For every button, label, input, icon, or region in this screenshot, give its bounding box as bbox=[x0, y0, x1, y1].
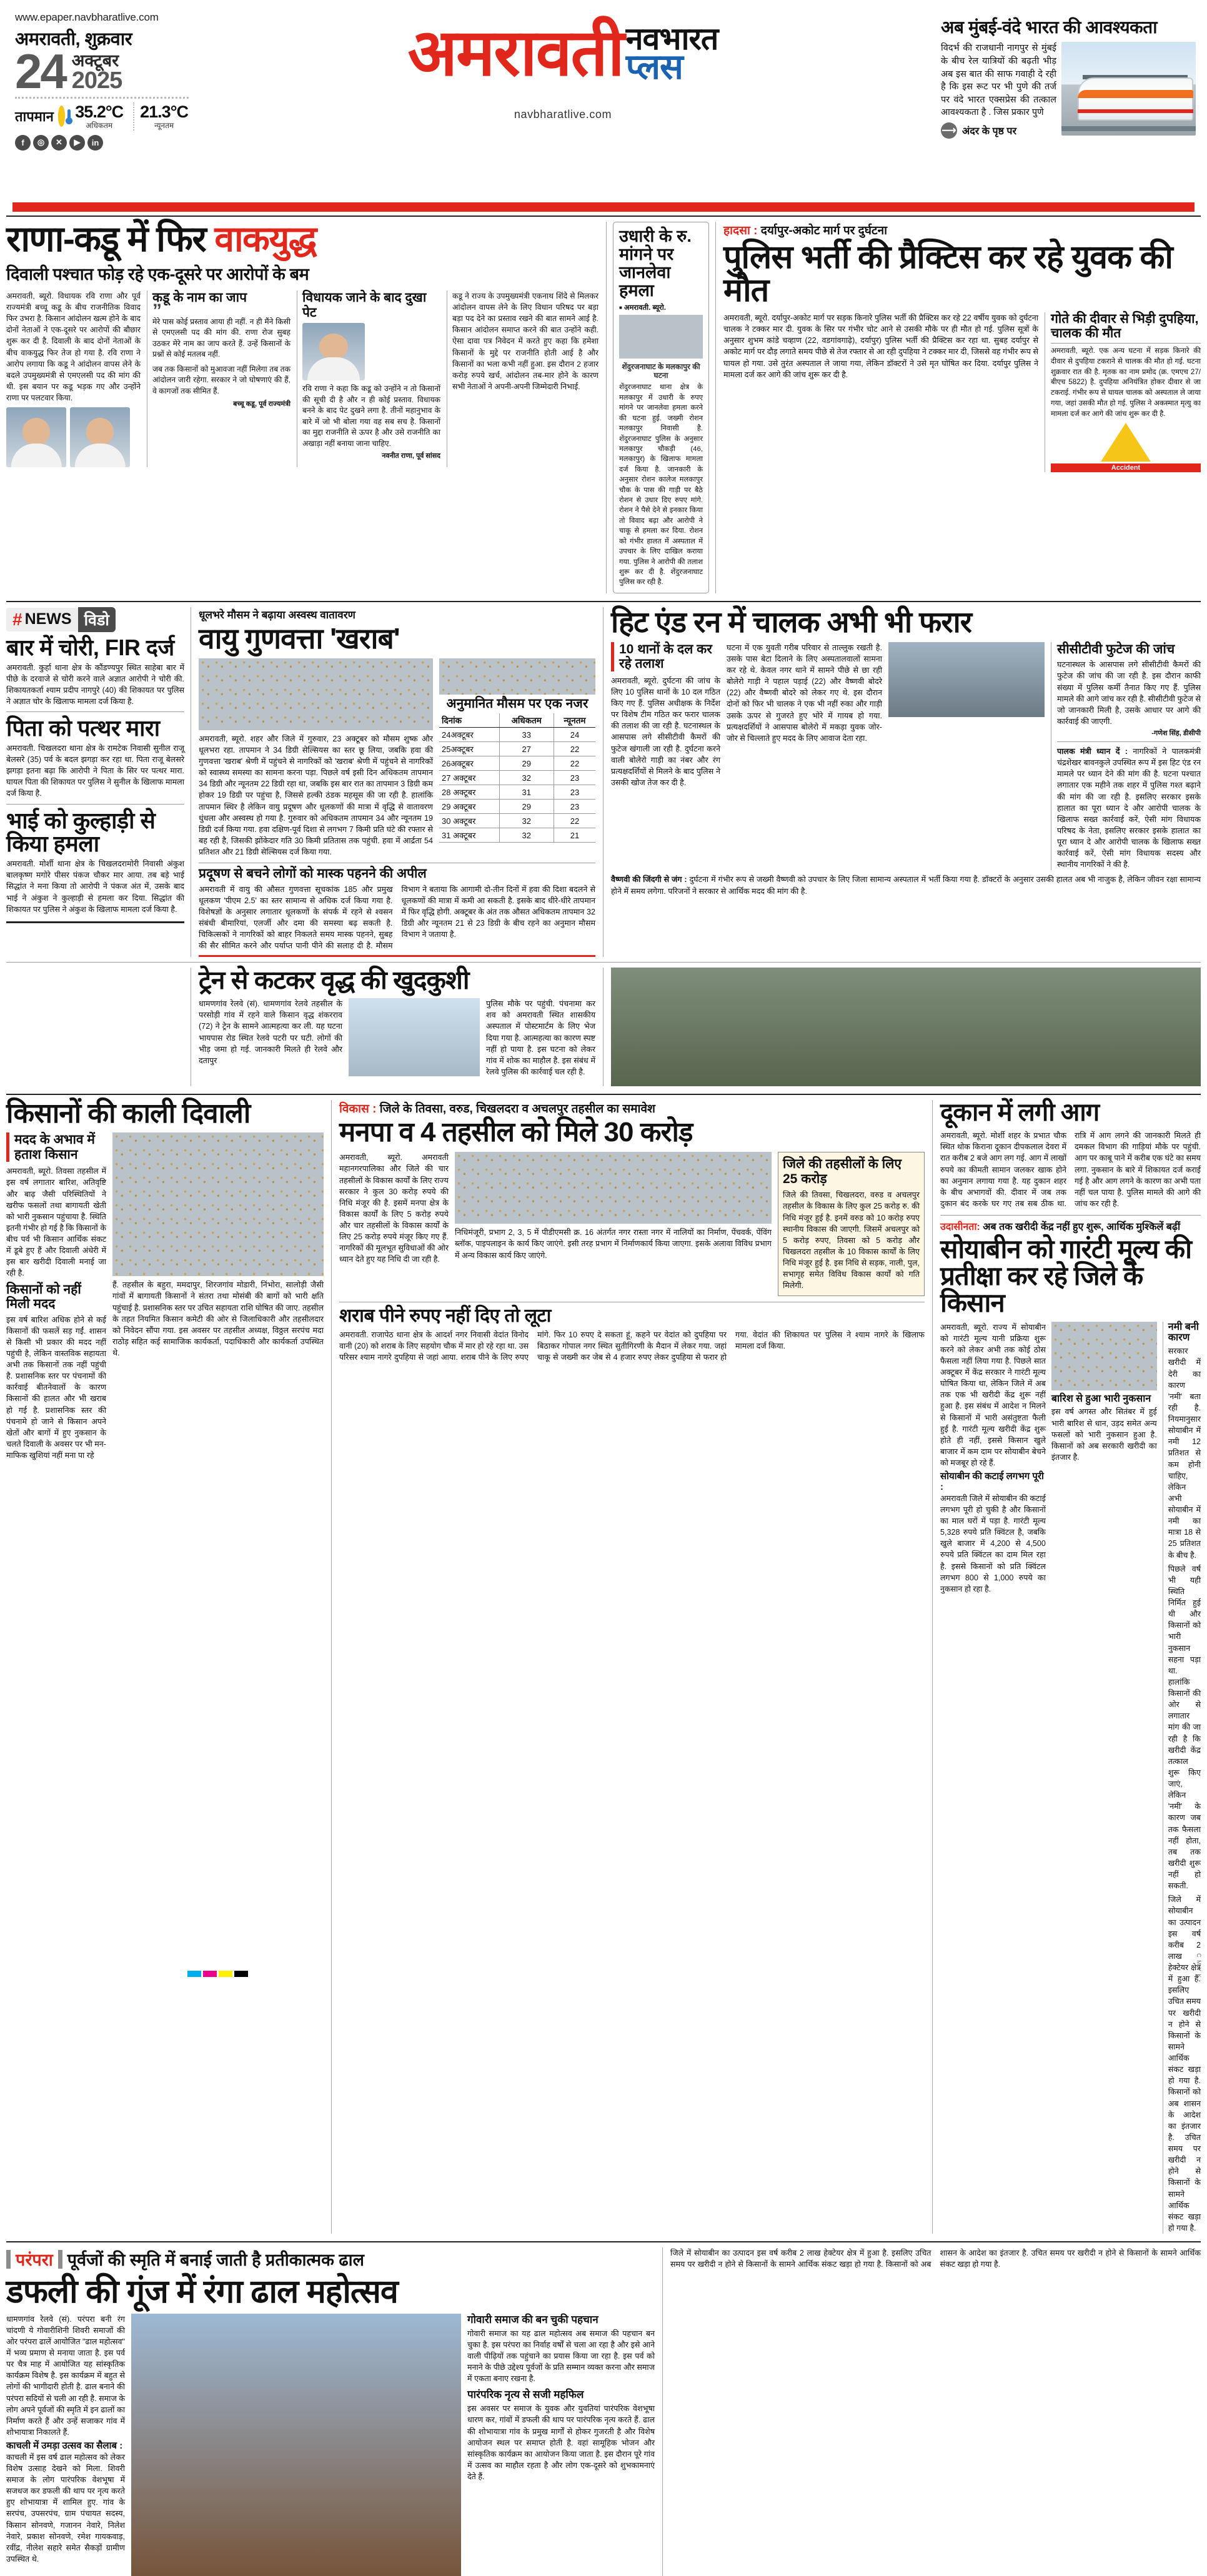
promo-title: अब मुंबई-वंदे भारत की आवश्यकता bbox=[941, 17, 1158, 37]
social-links bbox=[15, 135, 194, 151]
cell-min: 22 bbox=[554, 814, 595, 828]
tradition-h4: पारंपरिक नृत्य से सजी महफिल bbox=[467, 2389, 584, 2401]
manpa-box-title: जिले की तहसीलों के लिए 25 करोड़ bbox=[783, 1157, 902, 1186]
cell-max: 32 bbox=[499, 771, 554, 785]
brief-1-headline: बार में चोरी, FIR दर्ज bbox=[6, 634, 174, 660]
air-quality-story bbox=[191, 607, 603, 958]
table-row bbox=[439, 800, 595, 814]
police-accident-kicker bbox=[723, 222, 1201, 238]
cell-min: 21 bbox=[554, 828, 595, 843]
hit-and-run-note-text: 10 थानों के दल कर रहे तलाश bbox=[619, 642, 712, 671]
linkedin-icon[interactable]: in bbox=[87, 135, 103, 151]
shop-fire-block bbox=[603, 968, 1201, 1086]
hash-icon: # bbox=[12, 609, 22, 629]
portrait-navneet-rana bbox=[302, 323, 365, 380]
masthead bbox=[6, 0, 1201, 200]
news-badge-text: NEWS bbox=[24, 610, 72, 628]
loan-attack-photo-caption: शेंदुरजनाघाट के मलकापुर की घटना bbox=[622, 362, 700, 380]
loan-attack-photo bbox=[619, 315, 703, 359]
reader-attention-head: पालक मंत्री ध्यान दें : bbox=[1057, 747, 1128, 756]
lead-columns bbox=[6, 290, 599, 467]
cell-date: 24अक्टूबर bbox=[439, 728, 499, 742]
cell-date: 27 अक्टूबर bbox=[439, 771, 499, 785]
wall-crash-headline: गोते की दीवार से भिड़ी दुपहिया, चालक की मौत bbox=[1051, 312, 1199, 340]
accident-sign-label: Accident bbox=[1051, 463, 1201, 472]
tradition-body4: इस अवसर पर समाज के युवक और युवतियां पारंपरिक वेशभूषा धारण कर, गांवों में डफली की थाप पर पारंपरिक नृत्य करते हैं. ढाल की शोभायात्रा गांव के प्रमुख मार्गों से होकर गुजरती है और विशेष आयोजन स्थल पर समाप्त होती है. वहां सामूहिक भोजन और सांस्कृतिक कार्यक्रम का आयोजन किया जाता है. इस दौरान पूरे गांव में उत्सव का माहौल रहता है और लोग एक-दूसरे को शुभकामनाएं देते हैं. bbox=[467, 2404, 655, 2482]
manpa-kicker bbox=[339, 1100, 925, 1116]
tradition-body3: गोवारी समाज का यह ढाल महोत्सव अब समाज की पहचान बन चुका है. इस परंपरा का निर्वाह वर्षों से चला आ रहा है और इसे आने वाली पीढ़ियों तक पहुंचाने का प्रयास किया जा रहा है. इस पर्व को मनाने के पीछे उद्देश्य पूर्वजों के प्रति सम्मान व्यक्त करना और समाज में एकता बनाए रखना है. bbox=[467, 2329, 655, 2384]
shop-fire-body: अमरावती, ब्यूरो. मोर्शी शहर के प्रभात चौक स्थित थोक किराना दूकान दीपकलाल देवरा में रात करीब 2 बजे आग लग गई. आग में लाखों रुपये का कीमती सामान जलकर खाक होने का अनुमान लगाया गया है. यह दुकान शहर के बीच अभागवों की. दीवार में जब तक दुकान बंद करके घर गए तब सब ठीक था. रात्रि में आग लगने की जानकारी मिलते ही दमकल विभाग की गाड़ियां मौके पर पहुंची. आग पर काबू पाने में करीब एक घंटे का समय लगा. नुकसान के बारे में शिकायत दर्ज कराई गई है और आग लगने के कारण का अभी पता नहीं चल पाया है. पुलिस मामले की आगे की जांच कर रही है. bbox=[940, 1131, 1201, 1208]
portrait-kadu bbox=[70, 407, 130, 467]
news-video-badge[interactable] bbox=[6, 607, 116, 632]
promo-continue-label: अंदर के पृष्ठ पर bbox=[962, 126, 1017, 137]
brief-2-body: अमरावती. चिखलदरा थाना क्षेत्र के रामटेक निवासी सुनील राजू बेलसरे (35) पर्व के बदल झगड़ा कर रहा था. पिता राजू बेलसरे झगड़ा इतना बढ़ा कि आरोपी ने पिता के सिर पर पत्थर मारा. घायल पिता की शिकायत पर पुलिस ने सुनील के खिलाफ मामला दर्ज किया है. bbox=[6, 743, 184, 798]
soybean-body4a: सरकार खरीदी में देरी का कारण 'नमी' बता रही है. नियमानुसार सोयाबीन में नमी 12 प्रतिशत से कम होनी चाहिए, लेकिन अभी सोयाबीन में नमी का मात्रा 18 से 25 प्रतिशत के बीच है. bbox=[1168, 1347, 1201, 1560]
hit-and-run-body1: घटना में एक युवती गरीब परिवार से ताल्लुक रखती है. उसके पास बेटा दिलाने के लिए अस्पतालवालों सामना कर रहे थे. केवल नगर थाने में सामने पीछे से छा रही बोलेरो गाड़ी ने पहाल पड़ाई (22) और वैष्णवी बोदरे (22) और वैष्णवी बोदरे को लेकर गए थे. इस दौरान दोनों को फिर भी चालक ने एक भी नहीं रुका और गाड़ी उसके ऊपर से गुजरते हुए भोरे में गायब हो गया. प्रत्यक्षदर्शियों ने आसपास बोलेरो में मकड़ा युवक जोर-जोर से चिल्लाते हुए मदद के लिए आवाज देता रहा. bbox=[727, 643, 882, 743]
accident-scene-photo bbox=[888, 642, 1045, 717]
train-photo bbox=[349, 998, 480, 1076]
soybean-body4b: पिछले वर्ष भी यही स्थिति निर्मित हुई थी और किसानों को भारी नुकसान सहना पड़ा था. हालांकि किसानों की ओर से लगातार मांग की जा रही है कि खरीदी केंद्र तत्काल शुरू किए जाएं, लेकिन 'नमी' के कारण जब तक फैसला नहीं होता, तब तक खरीदी शुरू नहीं हो सकती. bbox=[1168, 1564, 1201, 1891]
farmers-sub-red-text: मदद के अभाव में हताश किसान bbox=[14, 1132, 95, 1162]
date-month: अक्टूबर bbox=[71, 51, 119, 70]
police-accident-headline: पुलिस भर्ती की प्रैक्टिस कर रहे युवक की मौत bbox=[723, 239, 1173, 309]
temp-min-caption: न्यूनतम bbox=[154, 121, 174, 130]
table-row bbox=[439, 728, 595, 742]
weather-col-min: न्यूनतम bbox=[554, 713, 595, 728]
hit-and-run-body2: अमरावती, ब्यूरो. दुर्घटना की जांच के लिए 10 पुलिस थानों के 10 दल गठित किए गए हैं. पुलिस अधीक्षक के निर्देश पर विशेष टीम गठित कर फरार चालक की तलाश की जा रही है. घटनास्थल के आसपास लगे सीसीटीवी कैमरों की फुटेज खंगाली जा रही है. दुर्घटना करने वाली बोलेरो गाड़ी का नंबर और रंग प्रत्यक्षदर्शियों से मिलने के बाद पुलिस ने उसकी खोज तेज कर दी है. bbox=[611, 676, 720, 787]
tradition-kicker-text: पूर्वजों की स्मृति में बनाई जाती है प्रतीकात्मक ढाल bbox=[67, 2251, 364, 2270]
liquor-robbery-body: अमरावती. राजापेठ थाना क्षेत्र के आदर्श नगर निवासी वेदांत विनोद वानी (20) को शराब के लिए सहयोग चौक में मार हो रहे रहा था. उस परिसर श्याम नागरे दुपहिया से जहां आया. शराब पीने के लिए रुपए मांगे. फिर 10 रुपए दे सकता हूं, कहने पर वेदांत को दुपहिया पर बिठाकर गोपाल नगर स्थित सुतीगिरणी के मैदान में लेकर गया. जहां चाकू से जख्मी कर जेब से 4 हजार रुपए लेकर दुपहिया से फरार हो गया. वेदांत की शिकायत पर पुलिस ने श्याम नागरे के खिलाफ मामला दर्ज किया. bbox=[339, 1330, 925, 1362]
lead-headline bbox=[6, 219, 599, 259]
cell-max: 33 bbox=[499, 728, 554, 742]
temp-max-caption: अधिकतम bbox=[86, 121, 113, 130]
cell-max: 29 bbox=[499, 800, 554, 814]
masthead-left bbox=[6, 11, 194, 151]
shop-fire-headline: दूकान में लगी आग bbox=[940, 1099, 1100, 1127]
news-badge-label bbox=[6, 608, 78, 632]
train-suicide-body: धामणगांव रेलवे (सं). धामणगांव रेलवे तहसील के परसोड़ी गांव में रहने वाले किसान वृद्ध शंकरराव (72) ने ट्रेन के सामने आत्महत्या कर ली. यह घटना भायपास रोड स्थित रेलवे पटरी पर घटी. लोगों की भीड़ जमा हो गई. जानकारी मिलते ही रेलवे और दतापुर bbox=[199, 999, 342, 1065]
temperature-block bbox=[15, 102, 194, 131]
soybean-body1: अमरावती, ब्यूरो. राज्य में सोयाबीन को गारंटी मूल्य यानी प्रक्रिया शुरू करने को लेकर अभी तक कोई ठोस फैसला नहीं लिया गया है. पिछले सात अक्टूबर में केंद्र सरकार ने गारंटी मूल्य घोषित किया था, लेकिन जिले में अब तक एक भी खरीदी केंद्र शुरू नहीं हुआ है. इस संबंध में आदेश न मिलने से किसानों में भारी असंतुष्टता फैली हुई है. गारंटी मूल्य खरीदी केंद्र शुरू होते ही नहीं, इससे किसान खुले बाजार में कम दाम पर सोयाबीन बेचने को मजबूर हो रहे हैं. bbox=[940, 1322, 1046, 1468]
website-url[interactable]: navbharatlive.com bbox=[514, 107, 612, 121]
market-photo bbox=[611, 968, 1201, 1086]
cell-min: 23 bbox=[554, 785, 595, 800]
color-registration-bar bbox=[187, 1971, 248, 1977]
air-quality-headline: वायु गुणवत्ता 'खराब' bbox=[199, 622, 400, 655]
cell-max: 29 bbox=[499, 756, 554, 771]
promo-box[interactable] bbox=[932, 11, 1201, 139]
train-suicide-body2: पुलिस मौके पर पहुंची. पंचनामा कर शव को अमरावती स्थित शासकीय अस्पताल में पोस्टमार्टम के लिए भेज दिया गया है. आत्महत्या का कारण स्पष्ट नहीं हो पाया है. इस घटना को लेकर गांव में शोक का माहौल है. इस संबंध में रेलवे पुलिस की कार्रवाई चल रही है. bbox=[486, 999, 595, 1076]
lead-col2-head: कडू के नाम का जाप bbox=[152, 290, 247, 305]
loan-attack-body: शेंदुरजनाघाट थाना क्षेत्र के मलकापुर में उधारी के रुपए मांगने पर जानलेवा हमला करने की घटना हुई. जख्मी रोशन मलकापुर निवासी है. शेंदुरजनाघाट पुलिस के अनुसार मलकापुर चौकड़ी (46, मलकापुर) के खिलाफ मामला दर्ज किया है. जानकारी के अनुसार रोशन कालेज मलकापुर चौक के पास की गाड़ी पर बैठे रोशन से उधार दिए रुपए मांगे. रोशन ने पैसे देने से इनकार किया तो विवाद बढ़ा और आरोपी ने चाकू से हमला कर दिया. रोशन को गंभीर हालत में अस्पताल में उपचार के लिए दाखिल कराया गया. पुलिस ने आरोपी की तलाश शुरू कर दी है. शेंदुरजनाघाट पुलिस कर रही है. bbox=[619, 384, 703, 587]
air-quality-body: अमरावती, ब्यूरो. शहर और जिले में गुरुवार, 23 अक्टूबर को मौसम शुष्क और धूलभरा रहा. तापमान ने 34 डिग्री सेल्सियस का स्तर छू लिया, जबकि हवा की गुणवत्ता 'खराब' श्रेणी में पहुंचने से नागरिकों को 'खराब' श्रेणी में पहुंचने से नागरिकों को स्वास्थ्य समस्या का सामना करना पड़ा. पिछले वर्ष इसी दिन अधिकतम तापमान 34 डिग्री और न्यूनतम 22 डिग्री रहा था, जबकि इस बार रात का तापमान 3 डिग्री कम होकर 19 डिग्री पर पहुंचा है, जिससे हल्की ठंडक महसूस की जा रही है. हालांकि तापमान स्थिर है लेकिन वायु प्रदूषण और धूलकणों की मात्रा में वृद्धि से वातावरण धुंधला और अस्वस्थ हो गया है. गुरुवार को अधिकतम तापमान 34 और न्यूनतम 19 डिग्री दर्ज किया गया. हवा दक्षिण-पूर्व दिशा से लगभग 7 किमी प्रति घंटे की रफ्तार से बह रही है, जिसकी झोंकेदार गति 30 किमी प्रतितास तक पहुंची. हवा में आर्द्रता 54 प्रतिशत और 21 डिग्री सेल्सियस दर्ज किया गया. bbox=[199, 734, 433, 856]
table-row bbox=[439, 742, 595, 756]
tradition-kicker bbox=[6, 2247, 364, 2271]
band-three bbox=[6, 1094, 1201, 2234]
temperature-label: तापमान bbox=[15, 109, 54, 125]
soybean-body2: अमरावती जिले में सोयाबीन की कटाई लगभग पूरी हो चुकी है और किसानों का माल घरों में पड़ा है. गारंटी मूल्य 5,328 रुपये प्रति क्विंटल है, जबकि खुले बाजार में 4,200 से 4,500 रुपये प्रति क्विंटल का दाम मिल रहा है. इससे किसानों को प्रति क्विंटल लगभग 800 से 1,000 रुपये का नुकसान हो रहा है. bbox=[940, 1494, 1046, 1593]
loan-attack-dateline: ■ अमरावती. bbox=[619, 304, 650, 312]
band-four bbox=[6, 2241, 1201, 2576]
soybean-kicker bbox=[940, 1219, 1201, 1233]
soybean-kicker-text: अब तक खरीदी केंद्र नहीं हुए शुरू, आर्थिक मुश्किलें बढ़ीं bbox=[983, 1222, 1181, 1233]
hit-and-run-note bbox=[611, 642, 720, 671]
lead-col3-text: रवि राणा ने कहा कि कडू को उन्होंने न तो किसानों की सूची दी है और न ही कोई प्रस्ताव. विधायक बनने के बाद पेट दुखने लगा है. तीनों महानुभाव के बारे में जो भी बोला गया वह सब सच है. किसानों का मुद्दा राजनीति से ऊपर है और उसे राजनीति का अखाड़ा नहीं बनाया जाना चाहिए. bbox=[302, 384, 440, 448]
shop-fire-story bbox=[932, 1100, 1201, 2234]
reader-attention-text: नागरिकों ने पालकमंत्री चंद्रशेखर बावनकुले उपस्थित रूप में इस हिट एंड रन मामले पर ध्यान देने की मांग की है. घटना पश्चात लगातार एक महीने तक शहर में पुलिस गश्त बढ़ाने की मांग की जा रही है. इसलिए सरकार इसके हालात का पूरा ध्यान दे और आरोपी चालक के खिलाफ सख्त कार्रवाई करें, ऐसी मांग विधायक परिषद के नेता, इसलिए सरकार इसके हालात का पूरा ध्यान दे और आरोपी चालक के खिलाफ सख्त कार्रवाई करें, ऐसी मांग विधायक सदस्य और स्थानीय नागरिकों ने की है. bbox=[1057, 747, 1201, 869]
police-accident-story bbox=[715, 222, 1201, 593]
manpa-kicker-red: विकास : bbox=[339, 1102, 377, 1116]
tradition-body1: धामणगांव रेलवे (सं). परंपरा बनी रंग चांदणी ये गोवारीशिनी शिवरी समाजों की ओर परंपरा ढालें आयोजित "ढाल महोत्सव" में भव्य प्रमाण से मनाया जाता है. इस पर्व पर चैत्र माह में आयोजित यह सांस्कृतिक कार्यक्रम विशेष है. इस कार्यक्रम में बहुत से लोगों की भागीदारी होती है. ढाल बनाने की परंपरा सदियों से चली आ रही है. समाज के लोग अपने पूर्वजों की स्मृति में इन ढालों का निर्माण करते हैं और उन्हें सजाकर गांव में शोभायात्रा निकालते हैं. bbox=[6, 2314, 125, 2437]
hit-and-run-headline: हिट एंड रन में चालक अभी भी फरार bbox=[611, 605, 971, 638]
cell-max: 31 bbox=[499, 785, 554, 800]
cell-date: 28 अक्टूबर bbox=[439, 785, 499, 800]
cell-min: 23 bbox=[554, 771, 595, 785]
date-day: 24 bbox=[15, 44, 66, 99]
tradition-headline: डफली की गूंज में रंगा ढाल महोत्सव bbox=[6, 2273, 398, 2310]
band-four-right bbox=[662, 2247, 1201, 2576]
manpa-kicker-text: जिले के तिवसा, वरुड, चिखलदरा व अचलपुर तहसील का समावेश bbox=[379, 1102, 655, 1116]
air-quality-kicker: धूलभरे मौसम ने बढ़ाया अस्वस्थ वातावरण bbox=[199, 608, 355, 621]
farmers-sub-red bbox=[6, 1132, 106, 1162]
news-video-column bbox=[6, 607, 191, 958]
farmers-body1: अमरावती, ब्यूरो. तिवसा तहसील में इस वर्ष लगातार बारिश, अतिवृष्टि और बाढ़ जैसी परिस्थितियों ने खरीफ फसलों तथा बागायती खेती को भारी नुकसान पहुंचाया है. स्थिति इतनी गंभीर हो गई है कि किसानों के बीच पर्व भी किसान आर्थिक संकट में डूबे हुए हैं और दिवाली अंधेरी में इस बार खरीदी दिवाली मनाई जा रही है. bbox=[6, 1167, 106, 1278]
promo-body: विदर्भ की राजधानी नागपुर से मुंबई के बीच रेल यात्रियों की बढ़ती भीड़ अब इस बात की साफ गवाही दे रही है कि इस रूट पर भी पुणे की तर्ज पर वंदे भारत एक्सप्रेस की तत्काल आवश्यकता है . जिस प्रकार पुणे bbox=[941, 43, 1056, 118]
temp-min bbox=[133, 102, 194, 131]
logo-amravati: अमरावती bbox=[407, 17, 623, 89]
reader-attention-body bbox=[1057, 746, 1201, 870]
brief-1-body: अमरावती. कुर्हा थाना क्षेत्र के कौंडण्यपुर स्थित साहेबा बार में पीछे के दरवाजे से चोरी करने वाले अज्ञात आरोपी ने चोरी की. शिकायतकर्ता श्याम प्रदीप नागपुरे (40) की शिकायत पर पुलिस ने अज्ञात चोर के खिलाफ मामला दर्ज किया है. bbox=[6, 663, 184, 706]
cell-max: 32 bbox=[499, 814, 554, 828]
farmers-diwali-headline: किसानों की काली दिवाली bbox=[6, 1098, 251, 1129]
lead-col2-quote1: मेरे पास कोई प्रस्ताव आया ही नहीं. न ही मैंने किसी से एमएलसी पद की मांग की. राणा रोज सुबह उठकर मेरे नाम का जाप करते हैं. उन्हें किसानों के प्रश्नों से कोई मतलब नहीं. bbox=[152, 317, 291, 359]
table-row bbox=[439, 828, 595, 843]
soybean-hands-photo bbox=[1051, 1322, 1157, 1390]
dust-storm-photo bbox=[199, 658, 433, 730]
police-accident-body: अमरावती, ब्यूरो. दर्यापुर-अकोट मार्ग पर सड़क किनारे पुलिस भर्ती की प्रैक्टिस कर रहे 22 वर्षीय युवक को दुर्घटना चालक ने टक्कर मार दी. युवक के सिर पर गंभीर चोट आने से उसकी मौके पर ही मौत हो गई. पुलिस सूत्रों के अनुसार शुभम कांडे चव्हाण (22, वडगांवगाढ़े), दर्यापुर) पुलिस भर्ती की प्रैक्टिस कर रहा था. सुबह दर्यापुर से अकोट मार्ग पर दौड़ लगाते समय पीछे से तेज रफ्तार से आ रही दुपहिया ने टक्कर मार दी, जिससे वह गंभीर रूप से घायल हो गया. उसे तुरंत अस्पताल ले जाया गया, लेकिन डॉक्टरों ने उसे मृत घोषित कर दिया. दर्यापुर पुलिस ने मामला दर्ज कर आगे की जांच शुरू कर दी है. bbox=[723, 314, 1038, 379]
soybean-continued: जिले में सोयाबीन का उत्पादन इस वर्ष करीब 2 लाख हेक्टेयर क्षेत्र में हुआ है. इसलिए उचित समय पर खरीदी न होने से किसानों के सामने आर्थिक संकट खड़ा हो गया है. किसानों को अब शासन के आदेश का इंतजार है. उचित समय पर खरीदी न होने से किसानों के सामने आर्थिक संकट खड़ा हो गया है. bbox=[670, 2249, 1201, 2269]
table-row bbox=[439, 785, 595, 800]
wall-crash-body: अमरावती, ब्यूरो. एक अन्य घटना में सड़क किनारे की दीवार से दुपहिया टकराने से चालक की मौत हो गई. घटना शुक्रवार रात की है. मृतक का नाम प्रमोद (क्र. एमएच 27/बीएच 5822) है. दुपहिया अनियंत्रित होकर दीवार से जा टकराई. गंभीर रूप से घायल चालक को अस्पताल ले जाया गया, जहां उसकी मौत हो गई. पुलिस ने अकस्मात मृत्यु का मामला दर्ज कर आगे की जांच शुरू कर दी है. bbox=[1051, 347, 1201, 418]
loan-attack-headline: उधारी के रु. मांगने पर जानलेवा हमला bbox=[619, 227, 692, 300]
cell-date: 29 अक्टूबर bbox=[439, 800, 499, 814]
soybean-h2: सोयाबीन की कटाई लगभग पूरी : bbox=[940, 1471, 1044, 1492]
tradition-bar-right bbox=[58, 2250, 62, 2269]
promo-content bbox=[941, 42, 1196, 138]
band-two bbox=[6, 601, 1201, 958]
hit-and-run-story bbox=[603, 607, 1201, 958]
road-photo bbox=[455, 1152, 772, 1224]
accident-warning-icon bbox=[1101, 423, 1151, 462]
farmers-body3: हैं. तहसील के बहुरा, ममदापुर, शिरजगांव मोडारी, निंभोरा, सालोड़ी जैसी गांवों में बागायती किसानों ने संतरा तथा मोसंबी की बागों को भारी क्षति पहुंचाई है. प्रशासनिक स्तर पर उचित सहायता राशि घोषित की जाए. तहसील के तहत नियमित किसान कमेटी की ओर से जिलाधिकारी और तहसीलदार को निवेदन सौंपा गया. इस अवसर पर तहसील अध्यक्ष, विठ्ठल सरपंच मदा राठोड़ सहित कई सामाजिक कार्यकर्ता, पदाधिकारी और कार्यकर्ता उपस्थित थे. bbox=[112, 1281, 324, 1358]
cell-min: 22 bbox=[554, 742, 595, 756]
cell-date: 25अक्टूबर bbox=[439, 742, 499, 756]
temp-min-value: 21.3°C bbox=[140, 102, 188, 121]
date-year: 2025 bbox=[71, 67, 122, 94]
tradition-story bbox=[6, 2247, 662, 2576]
table-row bbox=[439, 756, 595, 771]
tradition-body2: काचली में इस वर्ष ढाल महोत्सव को लेकर विशेष उत्साह देखने को मिला. शिवरी समाज के लोग पारंपरिक वेशभूषा में सजधज कर डफली की थाप पर नृत्य करते हुए शोभायात्रा में शामिल हुए. गांव के सरपंच, उपसरपंच, ग्राम पंचायत सदस्य, किसान सोनवणे, गजानन नेवारे, निलेश नेवारे, प्रकाश सोनवणे, रमेश गायकवाड़, रवींद्र, नीलेश सहारे समेत सैकड़ों ग्रामीण उपस्थित थे. bbox=[6, 2452, 125, 2564]
x-twitter-icon[interactable]: ✕ bbox=[51, 135, 67, 151]
cell-date: 31 अक्टूबर bbox=[439, 828, 499, 843]
weather-photo bbox=[439, 658, 595, 695]
soybean-h4: नमी बनी कारण bbox=[1168, 1321, 1199, 1344]
farm-field-photo bbox=[112, 1132, 324, 1276]
lead-subheadline: दिवाली पश्चात फोड़ रहे एक-दूसरे पर आरोपों के बम bbox=[6, 265, 309, 284]
portrait-rana bbox=[6, 407, 66, 467]
youtube-icon[interactable]: ▶ bbox=[69, 135, 85, 151]
train-suicide-headline: ट्रेन से कटकर वृद्ध की खुदकुशी bbox=[199, 966, 469, 995]
edition-city-day: अमरावती, शुक्रवार bbox=[15, 29, 132, 49]
police-accident-kicker-red: हादसा : bbox=[723, 224, 758, 237]
weather-forecast-table bbox=[439, 713, 595, 843]
police-accident-kicker-text: दर्यापुर-अकोट मार्ग पर दुर्घटना bbox=[760, 224, 888, 237]
lead-headline-emphasis: वाकयुद्ध bbox=[214, 219, 316, 259]
brief-2-headline: पिता को पत्थर मारा bbox=[6, 715, 160, 741]
manpa-headline: मनपा व 4 तहसील को मिले 30 करोड़ bbox=[339, 1117, 693, 1148]
train-suicide-story bbox=[191, 968, 603, 1086]
logo-row bbox=[194, 17, 932, 89]
band-two-b bbox=[6, 962, 1201, 1086]
tradition-h3: गोवारी समाज की बन चुकी पहचान bbox=[467, 2313, 599, 2326]
loan-attack-story bbox=[606, 222, 715, 593]
arrow-icon: ⟶ bbox=[941, 122, 957, 139]
manpa-box-body: जिले की तिवसा, चिखलदरा, वरुड व अचलपुर तहसील के विकास के लिए कुल 25 करोड़ रु. की निधि मंजूर हुई है. इनमें वरुड को 10 करोड़ रुपए स्थानीय विकास की जाएगी. जिसमें अचलपुर को 5 करोड़ रुपए, तिवसा को 5 करोड़ और चिखलदरा तहसील के 10 विकास कार्यों के लिए निधि मंजूर हुई है. इस निधि से सड़क, नाली, पुल, सभागृह समेत विविध विकास कार्यों को गति मिलेगी. bbox=[783, 1191, 920, 1290]
weather-col-date: दिनांक bbox=[439, 713, 499, 728]
cctv-headline: सीसीटीवी फुटेज की जांच bbox=[1057, 642, 1175, 656]
vaishnavi-body bbox=[611, 874, 1201, 896]
soybean-body4c: जिले में सोयाबीन का उत्पादन इस वर्ष करीब 2 लाख हेक्टेयर क्षेत्र में हुआ है. इसलिए उचित समय पर खरीदी न होने से किसानों के सामने आर्थिक संकट खड़ा हो गया है. किसानों को अब शासन के आदेश का इंतजार है. उचित समय पर खरीदी न होने से किसानों के सामने आर्थिक संकट खड़ा हो गया है. bbox=[1168, 1895, 1201, 2232]
tradition-h2: काचली में उमड़ा उत्सव का सैलाब : bbox=[6, 2440, 123, 2452]
cell-min: 23 bbox=[554, 800, 595, 814]
lead-col2-attribution: बच्चू कडू, पूर्व राज्यमंत्री bbox=[233, 400, 291, 409]
masthead-red-bar bbox=[12, 202, 1195, 212]
epaper-url[interactable]: www.epaper.navbharatlive.com bbox=[15, 11, 159, 23]
lead-col1-text: अमरावती, ब्यूरो. विधायक रवि राणा और पूर्व राज्यमंत्री बच्चू कडू के बीच राजनीतिक विवाद फिर उभरा है. किसान आंदोलन खत्म होने के बाद दोनों नेताओं ने एक-दूसरे पर आरोपों की बौछार शुरू कर दी है. दिवाली के बाद दोनों नेताओं के बीच वाकयुद्ध फिर तेज हो गया है. रवि राणा ने आरोप लगाया कि कडू ने आंदोलन वापस लेने के बदले उपमुख्यमंत्री से एमएलसी पद की मांग की थी. इस बयान पर कडू भड़क गए और उन्होंने राणा पर पलटवार किया. bbox=[6, 292, 141, 402]
table-row bbox=[439, 771, 595, 785]
farmers-body2: इस वर्ष बारिश अधिक होने से कई किसानों की फसलें सड़ गईं. शासन से किसी भी प्रकार की मदद नहीं पहुंची है, लेकिन वास्तविक सहायता अभी तक किसानों तक नहीं पहुंची है. प्रशासनिक स्तर पर पंचनामों की कार्रवाई बीतनेवालों के कारण किसानों की हालत और भी खराब हो गई है. प्रशासनिक स्तर की पंचनामे हो जाने से किसान अपने खेतों और बागों में हुए नुकसान के चलते दिवाली के अवसर पर भी मन-माफिक खुशियां नहीं मना पा रहे bbox=[6, 1315, 106, 1460]
cmyk-mark: C M Y K bbox=[1196, 1953, 1202, 1978]
video-badge-label[interactable]: विडो bbox=[78, 607, 116, 632]
lead-headline-part1: राणा-कडू में फिर bbox=[6, 219, 215, 259]
manpa-body-left: अमरावती, ब्यूरो. अमरावती महानगरपालिका और जिले की चार तहसीलों के विकास कार्यों के लिए राज्य सरकार ने कुल 30 करोड़ रुपये की निधि मंजूर की है. इसमें मनपा क्षेत्र के विकास कार्यों के लिए 5 करोड़ रुपये और चार तहसीलों के विकास कार्यों के लिए 25 करोड़ रुपये मंजूर किए गए हैं. नागरिकों की मूलभूत सुविधाओं की ओर ध्यान देते हुए यह निधि दी जा रही है. bbox=[339, 1153, 449, 1264]
cell-min: 22 bbox=[554, 756, 595, 771]
dateline bbox=[15, 44, 194, 99]
manpa-crore-story bbox=[331, 1100, 932, 2234]
temp-max bbox=[69, 102, 129, 131]
lead-story bbox=[6, 219, 606, 593]
promo-continue[interactable] bbox=[941, 122, 1056, 139]
band-lead bbox=[6, 215, 1201, 593]
cell-date: 30 अक्टूबर bbox=[439, 814, 499, 828]
mask-appeal-body: अमरावती में वायु की औसत गुणवत्ता सूचकांक 185 और प्रमुख धूलकण 'पीएम 2.5' का स्तर सामान्य से अधिक दर्ज किया गया है. विशेषज्ञों के अनुसार लगातार धूलकणों के संपर्क में रहने से श्वसन संबंधी बीमारियां, एलर्जी और दमा की समस्या बढ़ सकती है. चिकित्सकों ने नागरिकों को बाहर निकलते समय मास्क पहनने, सुबह की सैर सीमित करने और पर्याप्त पानी पीने की सलाह दी है. मौसम विभाग ने बताया कि आगामी दो-तीन दिनों में हवा की दिशा बदलने से धूलकणों की मात्रा में कमी आ सकती है. इसके बाद धीरे-धीरे तापमान में फिर वृद्धि होगी. अक्टूबर के अंत तक औसत अधिकतम तापमान 32 डिग्री और न्यूनतम 21 से 23 डिग्री के बीच रहने का अनुमान मौसम विभाग ने जताया है. bbox=[199, 884, 595, 951]
liquor-robbery-headline: शराब पीने रुपए नहीं दिए तो लूटा bbox=[339, 1305, 551, 1327]
manpa-sidebar-box bbox=[778, 1152, 925, 1296]
table-row bbox=[439, 814, 595, 828]
loan-attack-byline: ब्यूरो. bbox=[652, 304, 666, 312]
manpa-body-right: निधिमंजूरी, प्रभाग 2, 3, 5 में पीडीएमसी क्र. 16 अंतर्गत नगर रास्ता नगर में नालियों का निर्माण, पेंचवर्क, पेंविंग ब्लॉक, पाइपलाइन के कार्य किए जाएंगे. इसी तरह प्रभाग में निर्माणकार्य किया जाएगा. इसके अलावा विविध प्रभाग में अन्य विकास कार्य किए जाएंगे. bbox=[455, 1228, 772, 1260]
cell-date: 26अक्टूबर bbox=[439, 756, 499, 771]
quote-open-icon: ” bbox=[152, 300, 162, 321]
lead-col3-attribution: नवनीत राणा, पूर्व सांसद bbox=[382, 452, 440, 460]
cell-max: 32 bbox=[499, 828, 554, 843]
vaishnavi-head: वैष्णवी की जिंदगी से जंग : bbox=[611, 875, 687, 884]
cell-max: 27 bbox=[499, 742, 554, 756]
cctv-attribution: -गणेश सिंह, डीसीपी bbox=[1151, 730, 1201, 738]
logo-navbharat: नवभारत bbox=[625, 21, 718, 56]
brief-3-body: अमरावती. मोर्शी थाना क्षेत्र के चिखलदरामोरी निवासी अंकुश बालकृष्ण मगोरे पीसर पंकज चौकर मार आया. तब बड़े भाई सिद्धांत ने मना किया तो आरोपी ने पंकज अंत में, उसके बाद भाई ने अंकुश ने कुल्हाड़ी से हमला कर दिया. सिद्धांत की शिकायत पर पुलिस ने अंकुश के खिलाफ मामला दर्ज किया है. bbox=[6, 859, 184, 914]
mask-appeal-headline: प्रदूषण से बचने लोगों को मास्क पहनने की अपील bbox=[199, 866, 427, 881]
soybean-body3: इस वर्ष अगस्त और सितंबर में हुई भारी बारिश से धान, उड़द समेत अन्य फसलों को भारी नुकसान हुआ है. किसानों को अब सरकारी खरीदी का इंतजार है. bbox=[1051, 1407, 1157, 1462]
vaishnavi-text: दुर्घटना में गंभीर रूप से जख्मी वैष्णवी को उपचार के लिए जिला सामान्य अस्पताल में भर्ती किया गया है. डॉक्टरों के अनुसार उसकी हालत अब भी नाजुक है, लेकिन जीवन रक्षा सामान्य होने में समय लगेगा. परिजनों ने सरकार से आर्थिक मदद की मांग की है. bbox=[611, 875, 1201, 896]
lead-col2-quote2: जब तक किसानों को मुआवजा नहीं मिलेगा तब तक आंदोलन जारी रहेगा. सरकार ने जो घोषणाएं की हैं, वे कागजों तक सीमित हैं. bbox=[152, 364, 291, 395]
lead-col3-head: विधायक जाने के बाद दुखा पेट bbox=[302, 290, 427, 320]
tradition-bar-left bbox=[6, 2250, 11, 2269]
cell-min: 24 bbox=[554, 728, 595, 742]
masthead-logo bbox=[194, 11, 932, 121]
logo-navbharat-plus bbox=[625, 21, 718, 86]
soybean-kicker-red: उदासीनता: bbox=[940, 1222, 980, 1233]
soybean-h3: बारिश से हुआ भारी नुकसान bbox=[1051, 1393, 1151, 1404]
soybean-headline: सोयाबीन को गारंटी मूल्य की प्रतीक्षा कर रहे जिले के किसान bbox=[940, 1234, 1192, 1317]
weather-col-max: अधिकतम bbox=[499, 713, 554, 728]
temp-max-value: 35.2°C bbox=[75, 102, 124, 121]
thermometer-icon bbox=[58, 106, 65, 127]
farmers-sub2: किसानों को नहीं मिली मदद bbox=[6, 1282, 81, 1312]
brief-3-headline: भाई को कुल्हाड़ी से किया हमला bbox=[6, 807, 156, 857]
dhal-festival-photo bbox=[131, 2314, 461, 2576]
facebook-icon[interactable]: f bbox=[15, 135, 31, 151]
tradition-badge-label: परंपरा bbox=[16, 2251, 53, 2270]
logo-plus: प्लस bbox=[625, 46, 683, 86]
lead-col4-text: कडू ने राज्य के उपमुख्यमंत्री एकनाथ शिंदे से मिलकर आंदोलन वापस लेने के लिए विधान परिषद पर बड़ा बड़ा पद देने का प्रस्ताव रखने की बात सामने आई है. किसान आंदोलन समाप्त करने की बात उन्होंने कही. ऐसा दावा पत्र निवेदन में करते हुए कहा कि हमेशा किसानों के मुद्दे पर राजनीति होती आई है और किसानों का भला कभी नहीं हुआ. इस दौरान 2 हजार करोड़ रुपये खर्च, आंदोलन तब-मार होने के कारण सभी नेताओं ने अपनी-अपनी जिम्मेदारी निभाई. bbox=[452, 292, 599, 391]
cctv-body: घटनास्थल के आसपास लगे सीसीटीवी कैमरों की फुटेज की जांच की जा रही है. इस दौरान काफी संख्या में पुलिस कर्मी तैनात किए गए हैं. पुलिस मामले की आगे जांच कर रही है. सीसीटीवी फुटेज से जो जानकारी मिली है, उसके आधार पर आगे की कार्रवाई की जाएगी. bbox=[1057, 660, 1201, 726]
vande-bharat-train-photo bbox=[1061, 42, 1196, 136]
farmers-diwali-story bbox=[6, 1100, 331, 2234]
weather-table-title: अनुमानित मौसम पर एक नजर bbox=[446, 696, 589, 711]
instagram-icon[interactable]: ◎ bbox=[33, 135, 49, 151]
loan-attack-box bbox=[613, 222, 709, 593]
